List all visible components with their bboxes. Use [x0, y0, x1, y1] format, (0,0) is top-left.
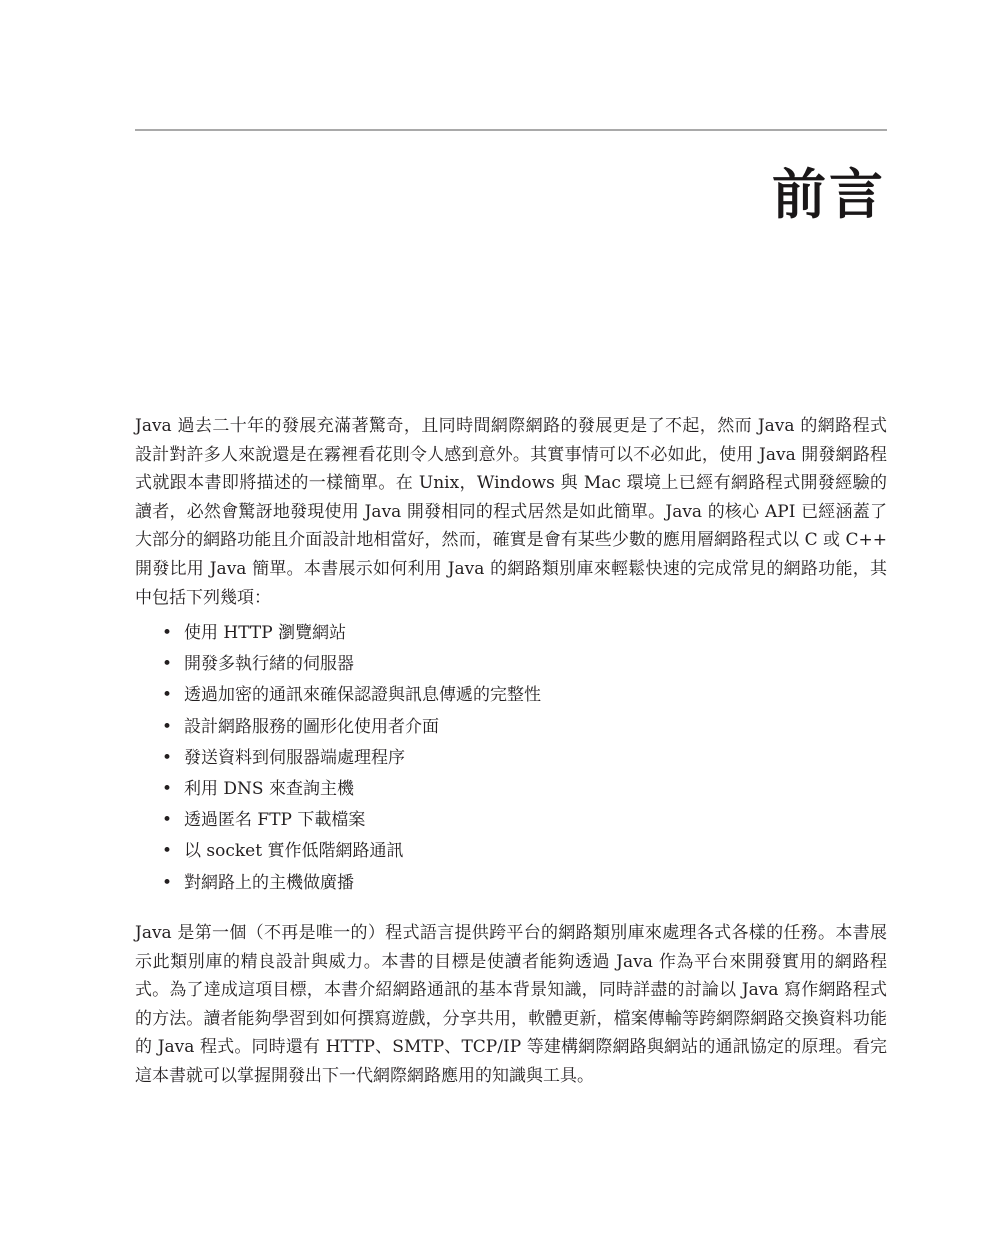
bullet-marker: • — [162, 623, 173, 643]
bullet-marker: • — [162, 654, 173, 675]
list-item — [160, 774, 541, 805]
bullet-marker: • — [162, 810, 173, 831]
list-item-text: 以 socket 實作低階網路通訊 — [184, 841, 404, 862]
closing-paragraph: Java 是第一個（不再是唯一的）程式語言提供跨平台的網路類別庫來處理各式各樣的任務。本書展示此類別庫的精良設計與威力。本書的目標是使讀者能夠透過 Java 作為平台來開發實用的網路程式。為了達成這項目標，本書介紹網路通訊的基本背景知識，同時詳盡的討論以 Java 寫作網路程式的方法。讀者能夠學習到如何撰寫遊戲，分享共用，軟體更新，檔案傳輸等跨網際網路交換資料功能的 Java 程式。同時還有 HTTP、SMTP、TCP/IP 等建構網際網路與網站的通訊協定的原理。看完這本書就可以掌握開發出下一代網際網路應用的知識與工具。 — [135, 923, 887, 1086]
list-item — [160, 618, 541, 649]
list-item-text: 設計網路服務的圖形化使用者介面 — [184, 716, 439, 737]
list-item — [160, 743, 541, 774]
bullet-marker: • — [162, 872, 173, 893]
list-item-text: 開發多執行緒的伺服器 — [184, 654, 354, 675]
list-item-text: 利用 DNS 來查詢主機 — [184, 778, 354, 799]
list-item — [160, 712, 541, 743]
bullet-marker: • — [162, 747, 173, 768]
list-item-text: 使用 HTTP 瀏覽網站 — [184, 623, 347, 643]
list-item — [160, 836, 541, 867]
list-item — [160, 805, 541, 836]
intro-paragraph: Java 過去二十年的發展充滿著驚奇，且同時間網際網路的發展更是了不起，然而 Java 的網路程式設計對許多人來說還是在霧裡看花則令人感到意外。其實事情可以不必如此，使用 Java 開發網路程式就跟本書即將描述的一樣簡單。在 Unix，Windows 與 Mac 環境上已經有網路程式開發經驗的讀者，必然會驚訝地發現使用 Java 開發相同的程式居然是如此簡單。Java 的核心 API 已經涵蓋了大部分的網路功能且介面設計地相當好，然而，確實是會有某些少數的應用層網路程式以 C 或 C++ 開發比用 Java 簡單。本書展示如何利用 Java 的網路類別庫來輕鬆快速的完成常見的網路功能，其中包括下列幾項： — [135, 416, 887, 608]
feature-list — [160, 618, 541, 899]
header-rule — [135, 129, 887, 131]
bullet-marker: • — [162, 685, 173, 706]
list-item-text: 透過加密的通訊來確保認證與訊息傳遞的完整性 — [184, 685, 541, 706]
page-title: 前言 — [772, 163, 886, 226]
list-item-text: 透過匿名 FTP 下載檔案 — [184, 810, 366, 831]
list-item — [160, 868, 541, 899]
list-item — [160, 649, 541, 680]
list-item-text: 對網路上的主機做廣播 — [184, 872, 354, 893]
bullet-marker: • — [162, 778, 173, 799]
bullet-marker: • — [162, 716, 173, 737]
list-item — [160, 680, 541, 711]
bullet-marker: • — [162, 841, 173, 862]
list-item-text: 發送資料到伺服器端處理程序 — [184, 747, 405, 768]
